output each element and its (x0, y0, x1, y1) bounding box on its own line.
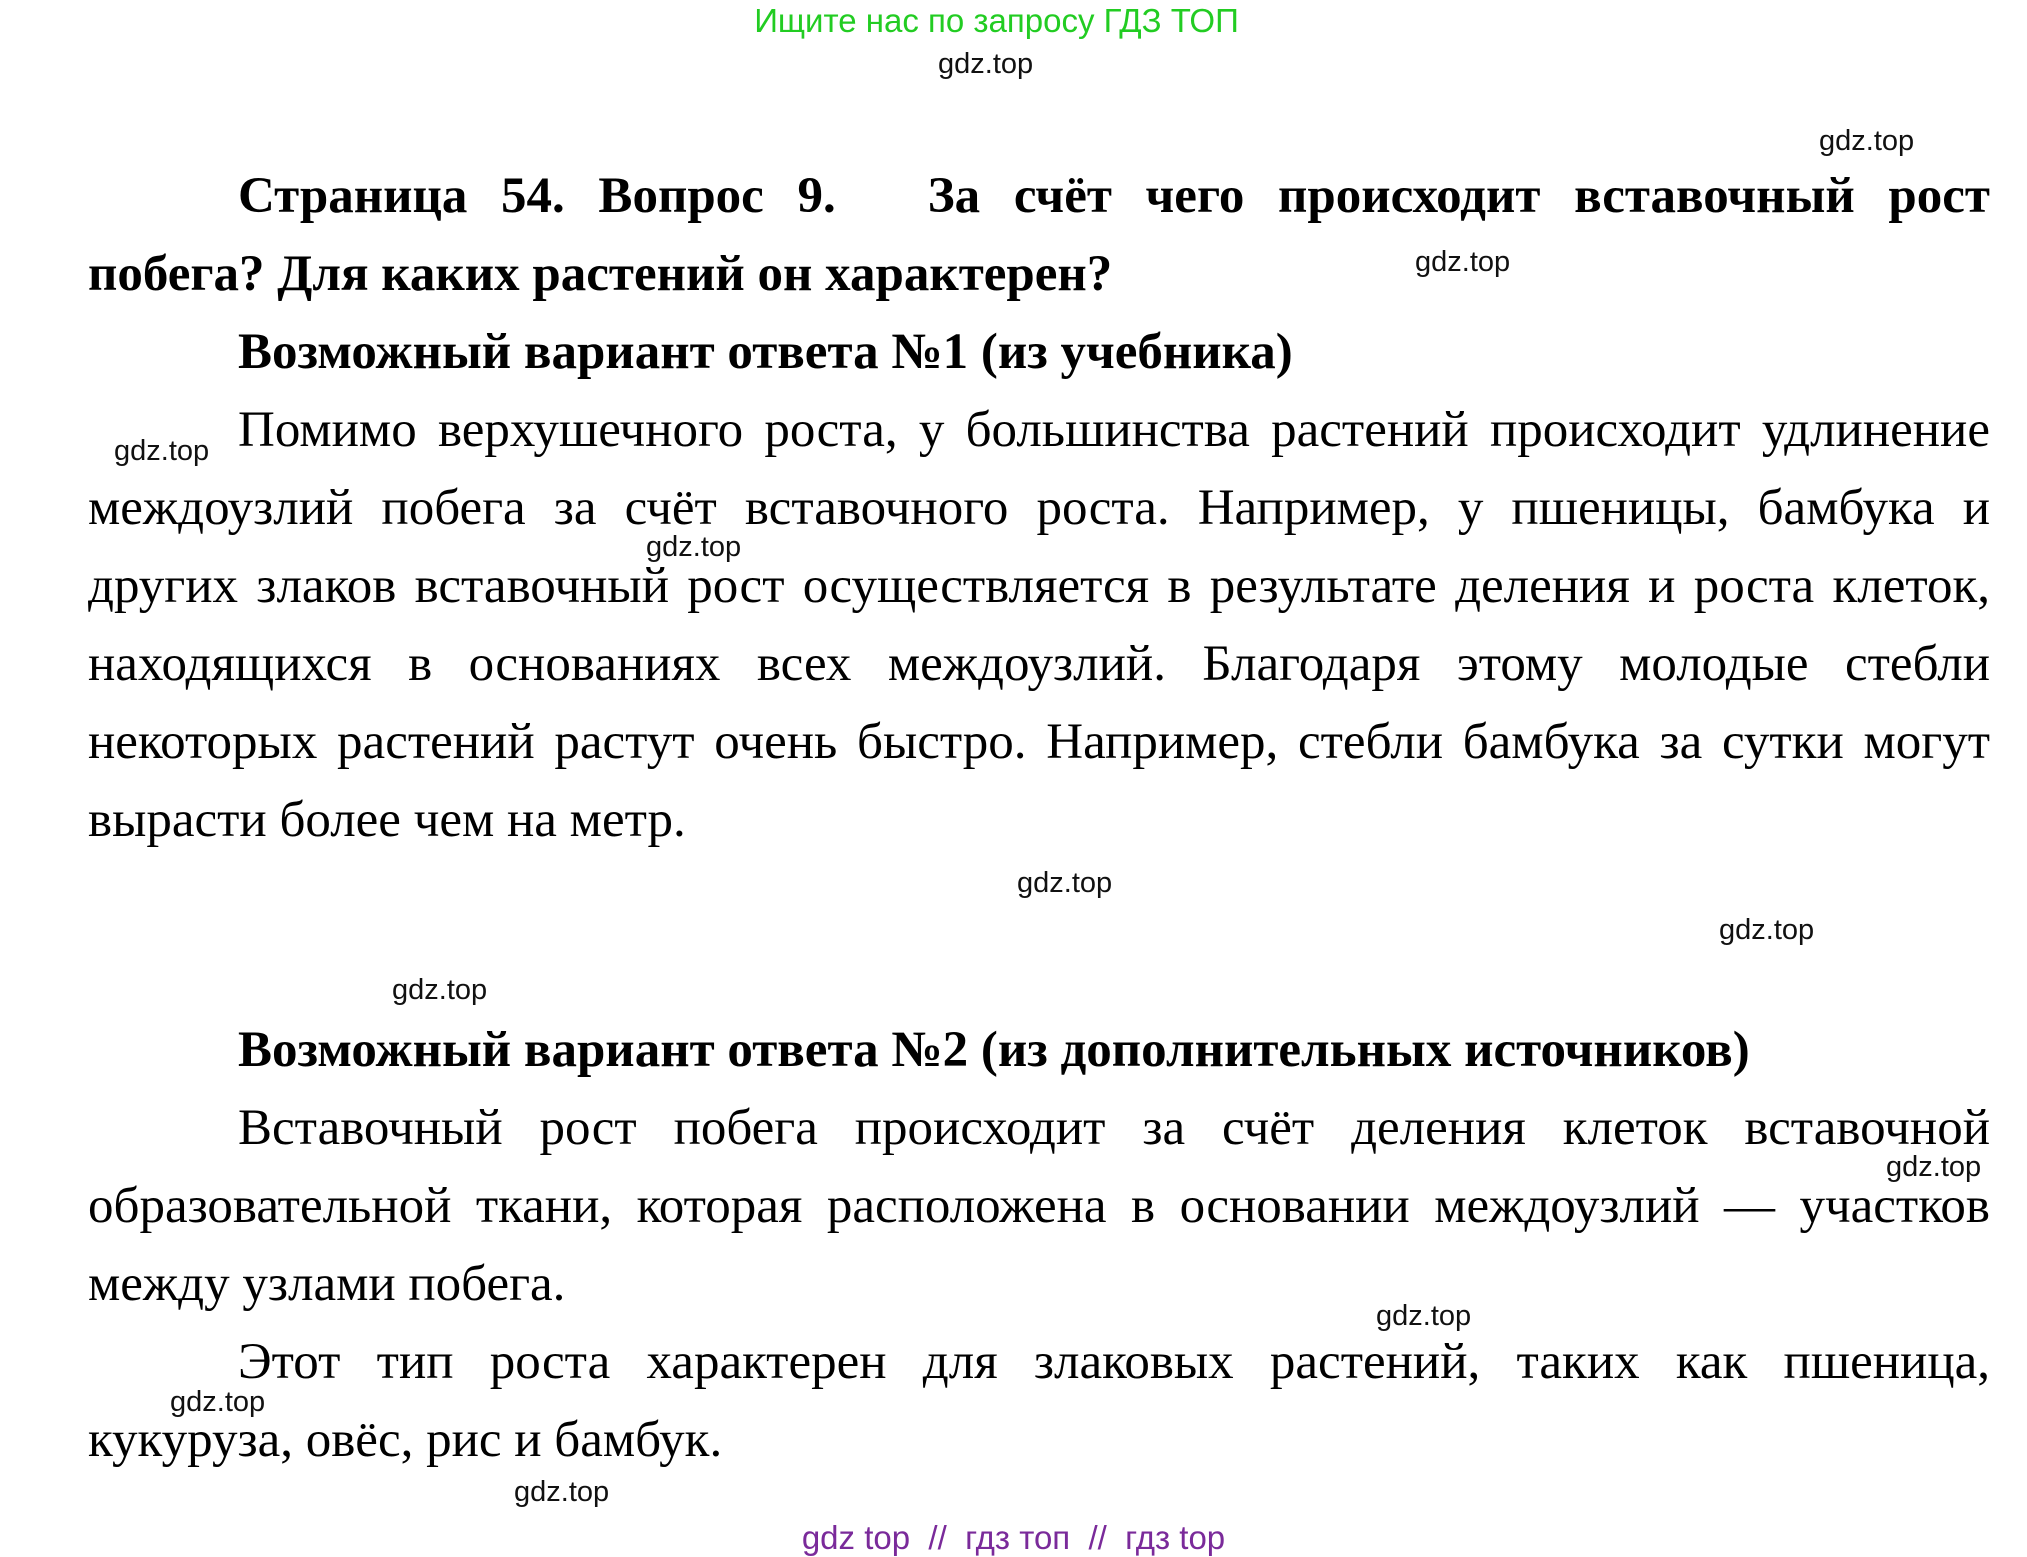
question-number: Страница 54. Вопрос 9. (238, 168, 836, 224)
watermark: gdz.top (1886, 1151, 1982, 1183)
watermark: gdz.top (1376, 1300, 1472, 1332)
watermark: gdz.top (1017, 867, 1113, 899)
watermark: gdz.top (1719, 914, 1815, 946)
search-banner: Ищите нас по запросу ГДЗ ТОП (754, 2, 1239, 39)
answer2-paragraph1: Вставочный рост побега происходит за счёт деления клеток вставочной образовательной ткани, которая расположена в основании междоузлий — участков между узлами побега. (88, 1100, 1990, 1312)
footer-watermark: gdz top // гдз топ // гдз top (801, 1519, 1226, 1556)
question-heading (88, 157, 1990, 313)
watermark: gdz.top (514, 1476, 610, 1508)
watermark: gdz.top (1819, 125, 1915, 157)
watermark: gdz.top (170, 1386, 266, 1418)
watermark: gdz.top (114, 435, 210, 467)
header-watermark: gdz.top (938, 48, 1034, 80)
answer2-title: Возможный вариант ответа №2 (из дополнительных источников) (238, 1022, 1750, 1078)
answer1-text: Помимо верхушечного роста, у большинства растений происходит удлинение междоузлий побега за счёт вставочного роста. Например, у пшеницы, бамбука и других злаков вставочный рост осуществляется в результате деления и роста клеток, находящихся в основаниях всех междоузлий. Благодаря этому молодые стебли некоторых растений растут очень быстро. Например, стебли бамбука за сутки могут вырасти более чем на метр. (88, 402, 1990, 848)
answer1-title: Возможный вариант ответа №1 (из учебника) (238, 324, 1293, 380)
watermark: gdz.top (1415, 246, 1511, 278)
watermark: gdz.top (392, 974, 488, 1006)
question-text: За счёт чего происходит вставочный рост побега? Для каких растений он характерен? (88, 168, 1990, 302)
watermark: gdz.top (646, 531, 742, 563)
answer2-paragraph2: Этот тип роста характерен для злаковых растений, таких как пшеница, кукуруза, овёс, рис и бамбук. (88, 1334, 1990, 1468)
